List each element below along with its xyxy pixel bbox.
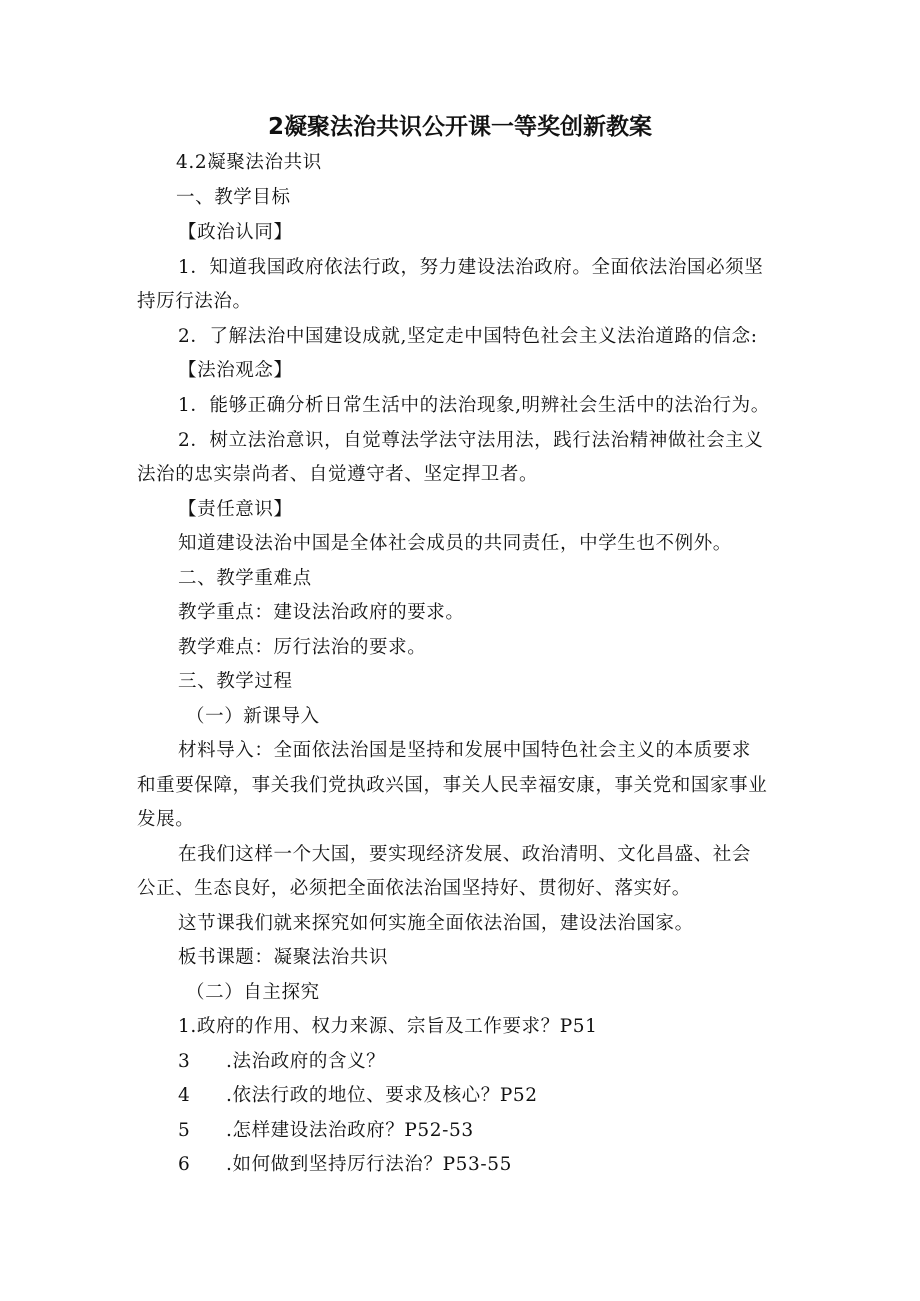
step-2-heading: （二）自主探究 (186, 982, 320, 1003)
lesson-title: 4.2凝聚法治共识 (176, 152, 322, 173)
question-4-text: .依法行政的地位、要求及核心？P52 (226, 1085, 538, 1106)
question-5 (178, 1118, 474, 1144)
question-5-text: .怎样建设法治政府？P52-53 (226, 1120, 474, 1141)
document-title: 2凝聚法治共识公开课一等奖创新教案 (267, 114, 652, 140)
question-6 (178, 1152, 512, 1178)
step-1-heading: （一）新课导入 (186, 706, 320, 727)
political-item-1-line-1: 1．知道我国政府依法行政，努力建设法治政府。全面依法治国必须坚 (178, 257, 764, 278)
section-heading-key-points: 二、教学重难点 (178, 568, 312, 589)
paragraph-3: 这节课我们就来探究如何实施全面依法治国，建设法治国家。 (178, 913, 694, 934)
rule-concept-heading: 【法治观念】 (178, 360, 293, 381)
question-1: 1.政府的作用、权力来源、宗旨及工作要求？P51 (178, 1016, 598, 1037)
political-item-2: 2．了解法治中国建设成就,坚定走中国特色社会主义法治道路的信念: (178, 326, 758, 347)
political-item-1-line-2: 持厉行法治。 (137, 291, 252, 312)
material-line-3: 发展。 (137, 809, 195, 830)
paragraph-2-line-2: 公正、生态良好，必须把全面依法治国坚持好、贯彻好、落实好。 (137, 878, 691, 899)
material-line-2: 和重要保障，事关我们党执政兴国，事关人民幸福安康，事关党和国家事业 (137, 775, 768, 796)
question-5-number: 5 (178, 1120, 191, 1141)
rule-item-2-line-1: 2．树立法治意识，自觉尊法学法守法用法，践行法治精神做社会主义 (178, 430, 764, 451)
rule-item-2-line-2: 法治的忠实崇尚者、自觉遵守者、坚定捍卫者。 (137, 464, 539, 485)
question-3-number: 3 (178, 1051, 191, 1072)
question-6-number: 6 (178, 1154, 191, 1175)
political-identity-heading: 【政治认同】 (178, 222, 293, 243)
board-title: 板书课题：凝聚法治共识 (178, 947, 389, 968)
section-heading-objectives: 一、教学目标 (176, 187, 291, 208)
section-heading-process: 三、教学过程 (178, 671, 293, 692)
difficulty-text: 教学难点：厉行法治的要求。 (178, 637, 427, 658)
paragraph-2-line-1: 在我们这样一个大国，要实现经济发展、政治清明、文化昌盛、社会 (178, 844, 752, 865)
question-3 (178, 1049, 385, 1075)
responsibility-text: 知道建设法治中国是全体社会成员的共同责任，中学生也不例外。 (178, 533, 732, 554)
material-line-1: 材料导入：全面依法治国是坚持和发展中国特色社会主义的本质要求 (178, 740, 752, 761)
rule-item-1: 1．能够正确分析日常生活中的法治现象,明辨社会生活中的法治行为。 (178, 395, 770, 416)
question-6-text: .如何做到坚持厉行法治？P53-55 (226, 1154, 512, 1175)
question-3-text: .法治政府的含义？ (226, 1051, 386, 1072)
key-point-text: 教学重点：建设法治政府的要求。 (178, 602, 465, 623)
responsibility-heading: 【责任意识】 (178, 499, 293, 520)
question-4 (178, 1083, 538, 1109)
question-4-number: 4 (178, 1085, 191, 1106)
